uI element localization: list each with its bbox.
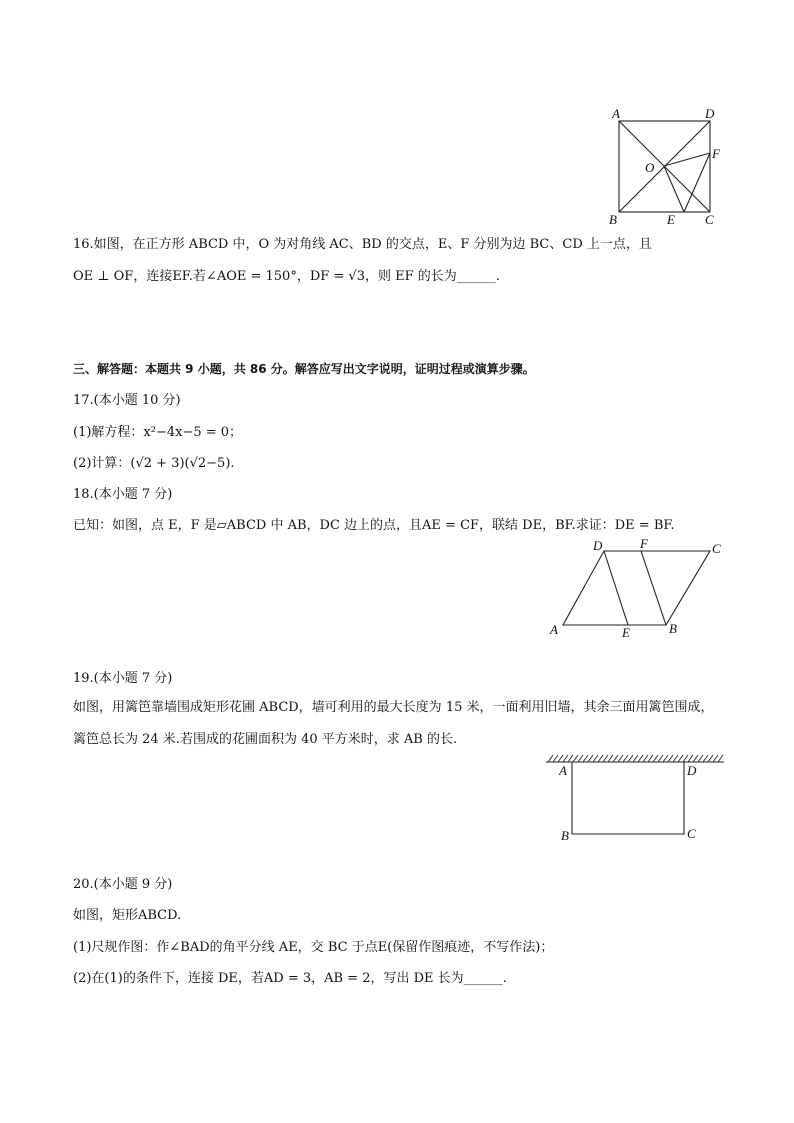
q16-figure	[604, 104, 728, 230]
q17-title: 17.(本小题 10 分)	[73, 393, 181, 408]
fence-abcd	[572, 762, 684, 834]
q19-label-a: A	[559, 763, 567, 778]
q18-label-c: C	[712, 541, 721, 556]
q19-title: 19.(本小题 7 分)	[73, 671, 173, 686]
q16-text-line1: 16.如图，在正方形 ABCD 中，O 为对角线 AC、BD 的交点，E、F 分别为边 BC、CD 上一点，且	[73, 237, 652, 252]
q16-label-o: O	[645, 160, 655, 175]
parallelogram-abcd	[563, 551, 710, 625]
q18-title: 18.(本小题 7 分)	[73, 487, 173, 502]
q16-label-c: C	[705, 212, 714, 227]
q19-text: 如图，用篱笆靠墙围成矩形花圃 ABCD，墙可利用的最大长度为 15 米，一面利用旧墙，其余三面用篱笆围成，篱笆总长为 24 米.若围成的花圃面积为 40 平方米时，求 AB 的长.	[73, 700, 714, 747]
q20-part1: (1)尺规作图：作∠BAD的角平分线 AE，交 BC 于点E(保留作图痕迹，不写作法)；	[73, 940, 554, 955]
q18-figure	[546, 538, 728, 642]
q19-label-d: D	[687, 763, 697, 778]
q18-label-b: B	[669, 621, 677, 636]
q20-part2: (2)在(1)的条件下，连接 DE，若AD = 3，AB = 2，写出 DE 长为______.	[73, 971, 507, 986]
q16-label-b: B	[609, 212, 617, 227]
q17-part1: (1)解方程：x²−4x−5 = 0；	[73, 425, 243, 440]
segment-de	[604, 551, 628, 625]
segment-bf	[641, 551, 666, 625]
q16-label-f: F	[712, 146, 720, 161]
section3-heading: 三、解答题：本题共 9 小题，共 86 分。解答应写出文字说明，证明过程或演算步骤。	[73, 362, 535, 376]
q19-label-c: C	[687, 826, 696, 841]
q19-label-b: B	[561, 828, 569, 843]
q20-intro: 如图，矩形ABCD.	[73, 908, 182, 923]
q16-label-e: E	[667, 212, 675, 227]
segment-oe	[664, 166, 684, 212]
q18-label-a: A	[550, 622, 558, 637]
q18-label-f: F	[640, 538, 648, 551]
q18-label-d: D	[593, 538, 603, 553]
q16-text-line2: OE ⊥ OF，连接EF.若∠AOE = 150°，DF = √3，则 EF 的长为______.	[73, 269, 500, 284]
q16-label-a: A	[612, 106, 620, 121]
q18-text: 已知：如图，点 E，F 是▱ABCD 中 AB，DC 边上的点，且AE = CF，联结 DE，BF.求证：DE = BF.	[73, 518, 675, 533]
q20-title: 20.(本小题 9 分)	[73, 877, 173, 892]
q19-figure	[544, 752, 728, 846]
wall-hatching	[548, 755, 723, 762]
q18-label-e: E	[622, 625, 630, 640]
q16-label-d: D	[705, 106, 715, 121]
segment-ef	[684, 153, 710, 212]
q17-part2: (2)计算：(√2 + 3)(√2−5).	[73, 456, 235, 471]
